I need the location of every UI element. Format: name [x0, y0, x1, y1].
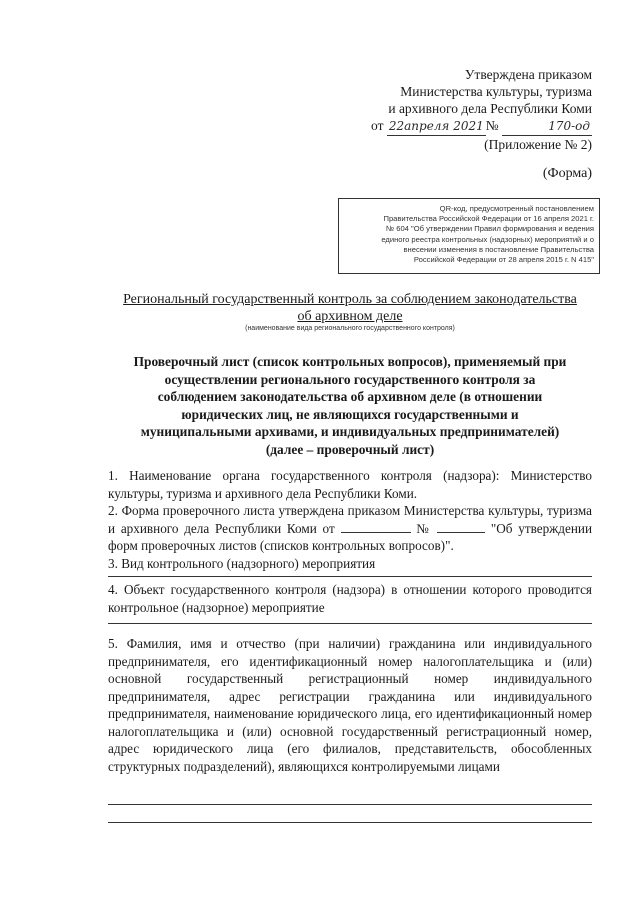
item-5-controlled-person: 5. Фамилия, имя и отчество (при наличии) гражданина или индивидуального предпринимателя, его идентификационный номер налогоплательщика и (или) основной государственный регистрационный номер индивидуального предпринимателя, адрес регистрации гражданина или индивидуального предпринимателя, наименование юридического лица, его идентификационный номер налогоплательщика и (или) основной государственный регистрационный номер, адрес юридического лица (его филиалов, представительств, обособленных структурных подразделений), являющихся контролируемыми лицами	[108, 636, 592, 774]
approval-number-prefix: №	[485, 118, 499, 133]
approval-date-handwritten: 22апреля 2021	[387, 118, 486, 136]
checklist-title-line: (далее – проверочный лист)	[265, 441, 435, 457]
control-title-line-2: об архивном деле	[297, 309, 403, 324]
item-2-text-start: 2. Форма проверочного листа утверждена приказом Министерства культуры, туризма и архивного дела Республики Коми от	[108, 503, 592, 536]
qr-note-line: Правительства Российской Федерации от 16 апреля 2021 г.	[383, 214, 594, 224]
checklist-title-line: соблюдением законодательства об архивном деле (в отношении	[157, 389, 543, 404]
item-2-number-sign: №	[416, 520, 432, 536]
checklist-title-line: юридических лиц, не являющихся государственными и	[181, 406, 519, 422]
checklist-title	[100, 353, 600, 458]
control-type-title	[100, 291, 600, 325]
approval-date-line	[292, 117, 592, 136]
item-3-fill-line[interactable]	[108, 576, 592, 577]
control-type-caption: (наименование вида регионального государственного контроля)	[245, 325, 455, 332]
approval-from-prefix: от	[371, 118, 384, 133]
checklist-title-line: муниципальными архивами, и индивидуальных предпринимателей)	[140, 424, 560, 439]
approval-block	[292, 66, 592, 153]
item-2-date-blank[interactable]	[341, 521, 411, 533]
qr-note-line: внесении изменения в постановление Правительства	[403, 244, 594, 254]
approval-line-1: Утверждена приказом	[464, 67, 592, 82]
item-5-fill-line-1[interactable]	[108, 804, 592, 805]
item-2-text-end: "Об утверждении форм проверочных листов (списков контрольных вопросов)".	[108, 520, 593, 553]
control-title-line-1: Региональный государственный контроль за соблюдением законодательства	[123, 292, 577, 307]
item-4-fill-line[interactable]	[108, 623, 592, 624]
qr-note-line: QR-код, предусмотренный постановлением	[439, 204, 594, 213]
item-2-form-approval	[108, 502, 592, 555]
approval-number-handwritten: 170-од	[502, 118, 592, 136]
item-2-number-blank[interactable]	[437, 521, 485, 533]
item-4-control-object: 4. Объект государственного контроля (надзора) в отношении которого проводится контрольное (надзорное) мероприятие	[108, 582, 592, 615]
item-3-event-type: 3. Вид контрольного (надзорного) мероприятия	[108, 556, 376, 571]
approval-appendix: (Приложение № 2)	[484, 137, 592, 152]
item-1-authority: 1. Наименование органа государственного контроля (надзора): Министерство культуры, туризма и архивного дела Республики Коми.	[108, 468, 592, 501]
form-label: (Форма)	[542, 166, 592, 181]
qr-note-line: Российской Федерации от 28 апреля 2015 г. N 415"	[413, 255, 594, 265]
approval-line-2: Министерства культуры, туризма	[400, 84, 592, 99]
qr-note-line: единого реестра контрольных (надзорных) мероприятий и о	[381, 234, 594, 244]
approval-line-3: и архивного дела Республики Коми	[388, 101, 592, 116]
item-5-fill-line-2[interactable]	[108, 822, 592, 823]
qr-note-line: № 604 "Об утверждении Правил формирования и ведения	[385, 224, 594, 234]
qr-code-note-box	[338, 198, 600, 274]
checklist-title-line: осуществлении регионального государственного контроля за	[164, 371, 536, 387]
checklist-title-line: Проверочный лист (список контрольных вопросов), применяемый при	[133, 354, 567, 369]
